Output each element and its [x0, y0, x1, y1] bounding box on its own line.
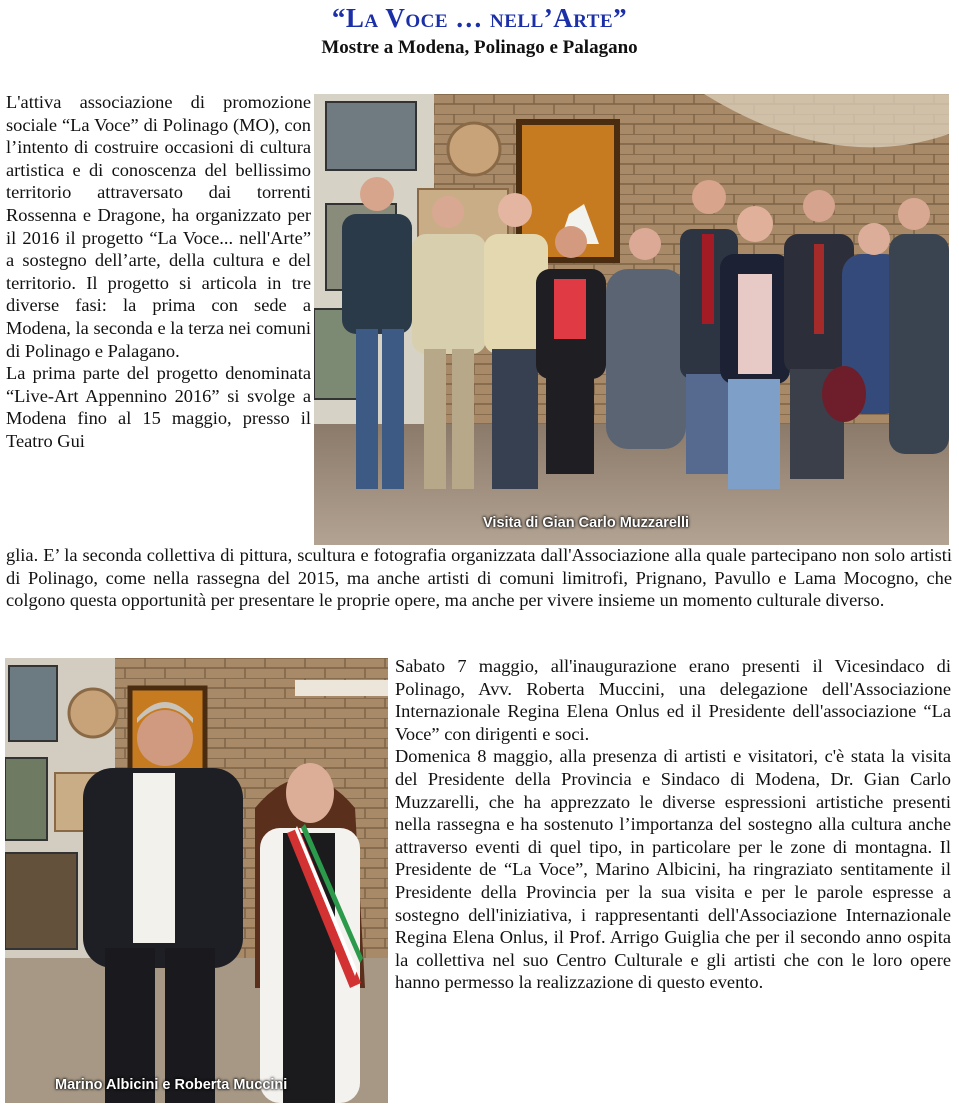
group-photo-caption: Visita di Gian Carlo Muzzarelli — [483, 515, 690, 531]
duo-photo-illustration — [5, 658, 388, 1103]
left-column-text — [6, 91, 311, 453]
article-subtitle: Mostre a Modena, Polinago e Palagano — [321, 37, 638, 58]
article-title: “La Voce … nell’Arte” — [331, 3, 628, 33]
group-photo-illustration — [314, 94, 949, 545]
paragraph-exhibition: glia. E’ la seconda collettiva di pittura, scultura e fotografia organizzata dall'Associazione alla quale partecipano non solo artisti di Polinago, come nella rassegna del 2015, ma anche artisti di comuni limitrofi, Prignano, Pavullo e Lama Mocogno, che colgono questa opportunità per presentare le proprie opere, ma anche per vivere insieme un momento culturale diverso. — [6, 545, 952, 611]
duo-photo — [5, 658, 388, 1103]
paragraph-intro: L'attiva associazione di promozione sociale “La Voce” di Polinago (MO), con l’intento di costruire occasioni di cultura artistica e di conoscenza del bellissimo territorio attraversato dai torrenti Rossenna e Dragone, ha organizzato per il 2016 il progetto “La Voce... nell'Arte” a sostegno dell’arte, della cultura e del territorio. Il progetto si articola in tre diverse fasi: la prima con sede a Modena, la seconda e la terza nei comuni di Polinago e Palagano. — [6, 92, 311, 361]
group-photo — [314, 94, 949, 545]
paragraph-visit: Domenica 8 maggio, alla presenza di artisti e visitatori, c'è stata la visita del Presidente della Provincia e Sindaco di Modena, Dr. Gian Carlo Muzzarelli, che ha apprezzato le diverse espressioni artistiche presenti nella rassegna e ha sostenuto l’importanza del sostegno alla cultura anche attraverso eventi di quel tipo, in particolare per le zone di montagna. Il Presidente de “La Voce”, Marino Albicini, ha ringraziato sentitamente il Presidente della Provincia per la sua visita e per le parole espresse a sostegno dell'iniziativa, i rappresentanti dell'Associazione Internazionale Regina Elena Onlus, il Prof. Arrigo Guiglia che per il secondo anno ospita la collettiva nel suo Centro Culturale e gli artisti che con le loro opere hanno permesso la realizzazione di questo evento. — [395, 746, 951, 993]
paragraph-first-phase: La prima parte del progetto denominata “Live-Art Appennino 2016” si svolge a Modena fino al 15 maggio, presso il Teatro Gui — [6, 363, 311, 451]
paragraph-inauguration: Sabato 7 maggio, all'inaugurazione erano presenti il Vicesindaco di Polinago, Avv. Roberta Muccini, una delegazione dell'Associazione Internazionale Regina Elena Onlus ed il Presidente dell'associazione “La Voce” con dirigenti e soci. — [395, 656, 951, 744]
right-column-text — [395, 655, 951, 994]
duo-photo-caption: Marino Albicini e Roberta Muccini — [55, 1077, 288, 1093]
full-width-paragraph — [6, 544, 952, 612]
